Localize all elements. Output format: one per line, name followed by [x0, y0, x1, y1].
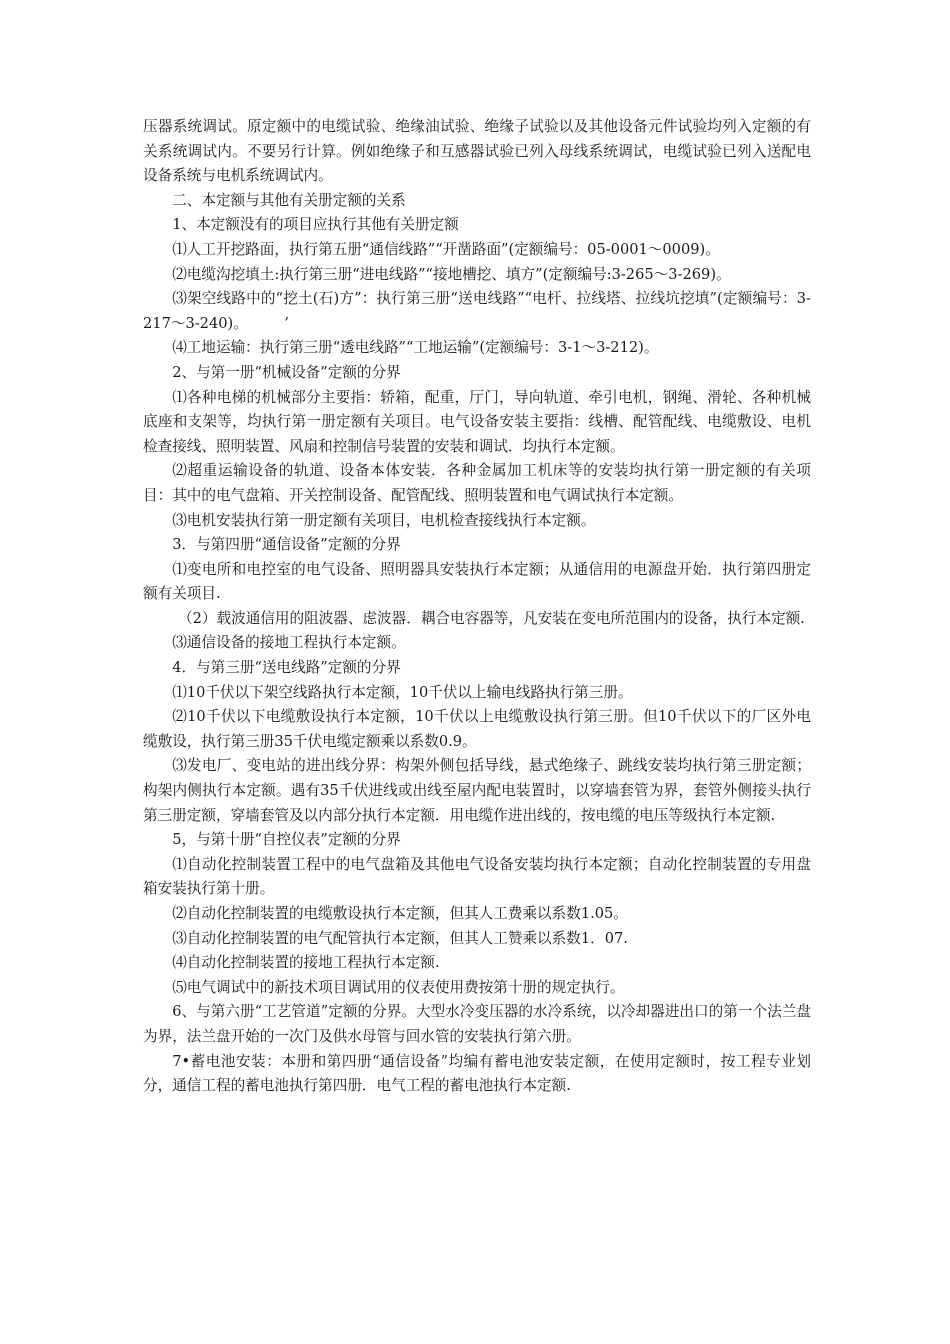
paragraph: ⑵10千伏以下电缆敷设执行本定额，10千伏以上电缆敷设执行第三册。但10千伏以下的厂区外电缆敷设，执行第三册35千伏电缆定额乘以系数0.9。 — [143, 708, 811, 750]
paragraph: ⑷工地运输：执行第三册“透电线路”“工地运输”(定额编号：3-1～3-212)。 — [172, 339, 659, 357]
subsection-heading: 1、本定额没有的项目应执行其他有关册定额 — [172, 216, 459, 234]
paragraph: ⑶发电厂、变电站的进出线分界：构架外侧包括导线，悬式绝缘子、跳线安装均执行第三册定额；构架内侧执行本定额。遇有35千伏进线或出线至屋内配电装置时，以穿墙套管为界，套管外侧接头执行第三册定额，穿墙套管及以内部分执行本定额．用电缆作进出线的，按电缆的电压等级执行本定额. — [143, 757, 811, 824]
paragraph: ⑷自动化控制装置的接地工程执行本定额. — [172, 954, 440, 972]
paragraph: ⑵电缆沟挖填土:执行第三册“进电线路”“接地槽挖、填方”(定额编号:3-265～3-269)。 — [172, 265, 731, 283]
paragraph: （2）载波通信用的阻波器、虑波器．耦合电容器等，凡安装在变电所范围内的设备，执行本定额. — [178, 609, 805, 627]
subsection-heading: 5，与第十册“自控仪表”定额的分界 — [172, 831, 401, 849]
paragraph: ⑵超重运输设备的轨道、设备本体安装．各种金属加工机床等的安装均执行第一册定额的有关项目：其中的电气盘箱、开关控制设备、配管配线、照明装置和电气调试执行本定额。 — [143, 462, 811, 504]
paragraph: ⑴各种电梯的机械部分主要指：轿箱，配重，厅门，导向轨道、牵引电机，钢绳、滑轮、各种机械底座和支架等，均执行第一册定额有关项目。电气设备安装主要指：线槽、配管配线、电缆敷设、电机检查接线、照明装置、风扇和控制信号装置的安装和调试．均执行本定额。 — [143, 388, 811, 455]
subsection-heading: 2、与第一册“机械设备”定额的分界 — [172, 363, 401, 381]
section-heading: 二、本定额与其他有关册定额的关系 — [172, 191, 406, 209]
paragraph: ⑴自动化控制装置工程中的电气盘箱及其他电气设备安装均执行本定额；自动化控制装置的专用盘箱安装执行第十册。 — [143, 855, 811, 898]
paragraph: ⑶架空线路中的“挖土(石)方”：执行第三册“送电线路”“电杆、拉线塔、拉线坑挖填”(定额编号：3-217～3-240)。 ’ — [143, 290, 811, 332]
subsection-heading: 3．与第四册“通信设备”定额的分界 — [172, 536, 401, 554]
document-body — [143, 115, 811, 1099]
paragraph: 6、与第六册“工艺管道”定额的分界。大型水冷变压器的水冷系统，以冷却器进出口的第一个法兰盘为界，法兰盘开始的一次门及供水母管与回水管的安装执行第六册。 — [143, 1003, 811, 1045]
paragraph: 压器系统调试。原定额中的电缆试验、绝缘油试验、绝缘子试验以及其他设备元件试验均列入定额的有关系统调试内。不要另行计算。例如绝缘子和互感器试验已列入母线系统调试，电缆试验已列入送配电设备系统与电机系统调试内。 — [143, 118, 811, 185]
paragraph: 7•蓄电池安装：本册和第四册“通信设备”均编有蓄电池安装定额，在使用定额时，按工程专业划分，通信工程的蓄电池执行第四册．电气工程的蓄电池执行本定额. — [143, 1052, 811, 1095]
paragraph: ⑸电气调试中的新技术项目调试用的仪表使用费按第十册的规定执行。 — [172, 978, 625, 996]
paragraph: ⑴10千伏以下架空线路执行本定额，10千伏以上输电线路执行第三册。 — [172, 683, 633, 701]
subsection-heading: 4．与第三册“送电线路”定额的分界 — [172, 659, 401, 677]
paragraph: ⑶自动化控制装置的电气配管执行本定额，但其人工赞乘以系数1．07. — [172, 929, 628, 947]
paragraph: ⑴变电所和电控室的电气设备、照明器具安装执行本定额；从通信用的电源盘开始．执行第四册定额有关项目. — [143, 560, 811, 603]
paragraph: ⑵自动化控制装置的电缆敷设执行本定额，但其人工费乘以系数1.05。 — [172, 905, 628, 922]
paragraph: ⑴人工开挖路面，执行第五册“通信线路”“开凿路面”(定额编号：05-0001～0009)。 — [172, 240, 720, 258]
paragraph: ⑶电机安装执行第一册定额有关项目，电机检查接线执行本定额。 — [172, 511, 596, 529]
paragraph: ⑶通信设备的接地工程执行本定额。 — [172, 634, 406, 652]
